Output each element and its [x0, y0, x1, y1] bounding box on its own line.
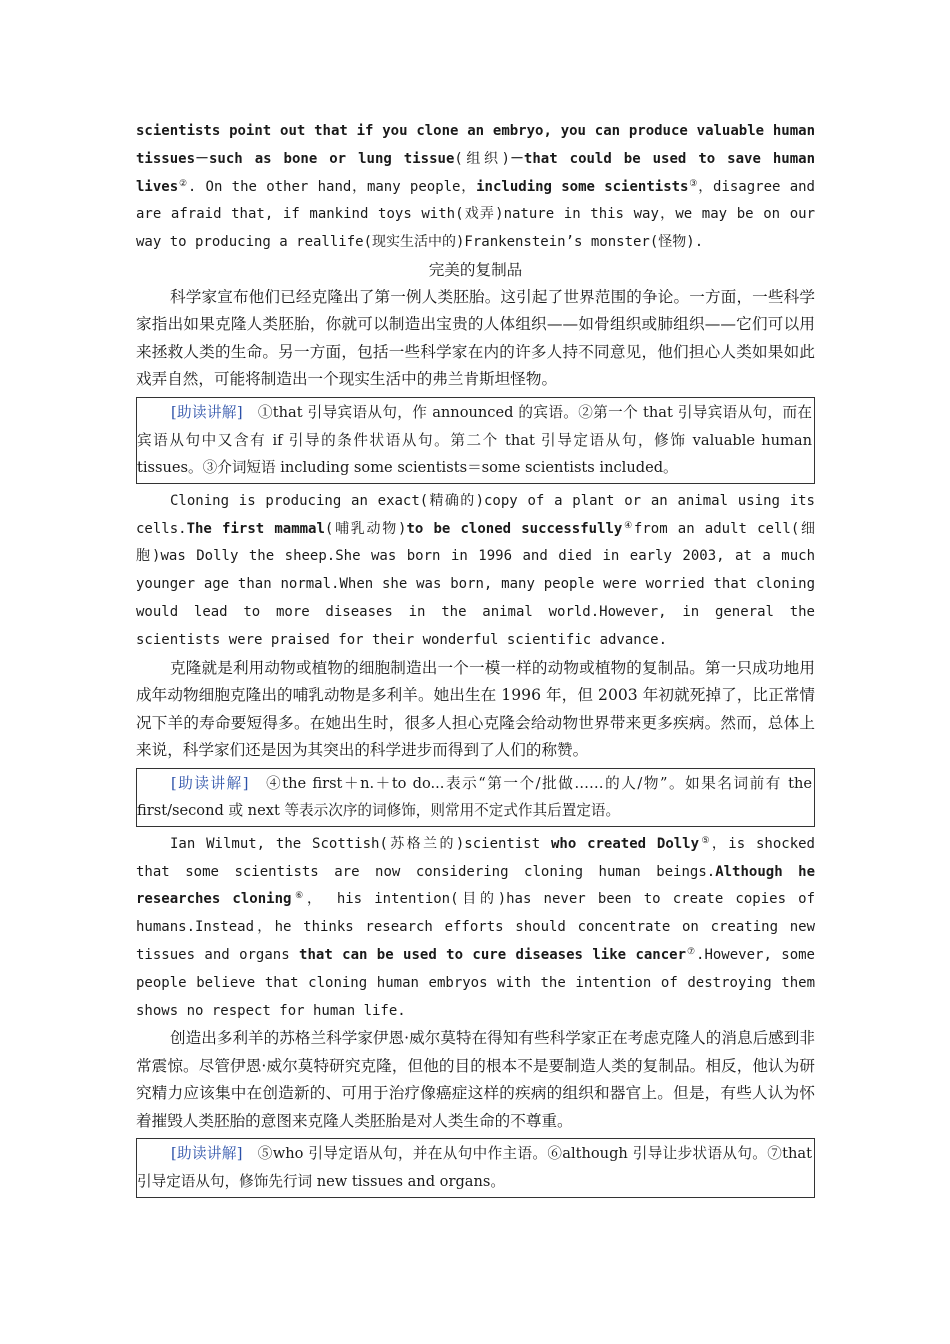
note-tag: [助读讲解] [171, 1145, 243, 1163]
highlighted-phrase: scientists point out that if you clone an embryo, you can produce valuable human tissues－such as bone or lung tissue [136, 123, 815, 167]
english-paragraph-2 [136, 488, 815, 655]
text-run: ，disagree and are afraid that, if mankind toys with(戏弄)nature in this way，we may be on our way to producing a reallife(现实生活中的)Frankenstein’s monster(怪物). [136, 178, 815, 251]
chinese-translation-1: 科学家宣布他们已经克隆出了第一例人类胚胎。这引起了世界范围的争论。一方面，一些科学家指出如果克隆人类胚胎，你就可以制造出宝贵的人体组织——如骨组织或肺组织——它们可以用来拯救人类的生命。另一方面，包括一些科学家在内的许多人持不同意见，他们担心人类如果如此戏弄自然，可能将制造出一个现实生活中的弗兰肯斯坦怪物。 [136, 287, 815, 389]
gloss: (组织) [454, 150, 510, 167]
section-heading: 完美的复制品 [428, 260, 523, 279]
note-text: ④the first＋n.＋to do...表示“第一个/批做……的人/物”。如果名词前有 the first/second 或 next 等表示次序的词修饰，则常用不定式作其后置定语。 [137, 774, 812, 820]
note-marker: ⑤ [699, 835, 712, 846]
highlighted-phrase: including some scientists [476, 178, 689, 195]
highlighted-phrase: that can be used to cure diseases like cancer [299, 946, 687, 963]
gloss: (哺乳动物) [324, 520, 407, 537]
text-run: Cloning is producing an exact(精确的)copy of a plant or an animal using its cells. [136, 492, 815, 537]
note-marker: ⑥ [291, 891, 307, 902]
note-text: ①that 引导宾语从句，作 announced 的宾语。②第一个 that 引导宾语从句，而在宾语从句中又含有 if 引导的条件状语从句。第二个 that 引导定语从句，修饰 valuable human tissues。③介词短语 including some scientists＝some scientists included。 [137, 403, 813, 477]
text-run: from an adult cell(细胞)was Dolly the sheep.She was born in 1996 and died in early 2003, at a much younger age than normal.When she was born, many people were worried that cloning would lead to more diseases in the animal world.However, in general the scientists were praised for their wonderful scientific advance. [136, 520, 815, 648]
text-run: Ian Wilmut, the Scottish(苏格兰的)scientist [170, 835, 551, 852]
note-marker: ⑦ [686, 946, 697, 957]
note-marker: ④ [622, 520, 634, 531]
reading-note-2 [136, 768, 815, 827]
text-run: . On the other hand，many people， [187, 178, 477, 195]
highlighted-phrase: －that could be used to save human lives [136, 150, 816, 195]
note-text: ⑤who 引导定语从句，并在从句中作主语。⑥although 引导让步状语从句。⑦that 引导定语从句，修饰先行词 new tissues and organs。 [137, 1145, 812, 1190]
highlighted-phrase: The first mammal [186, 520, 325, 537]
english-paragraph-1 [136, 118, 815, 257]
english-paragraph-3 [136, 831, 815, 1026]
note-marker: ③ [688, 178, 699, 189]
chinese-translation-2: 克隆就是利用动物或植物的细胞制造出一个一模一样的动物或植物的复制品。第一只成功地用成年动物细胞克隆出的哺乳动物是多利羊。她出生在 1996 年，但 2003 年初就死掉了，比正常情况下羊的寿命要短得多。在她出生时，很多人担心克隆会给动物世界带来更多疾病。然而，总体上来说，科学家们还是因为其突出的科学进步而得到了人们的称赞。 [136, 658, 815, 760]
reading-note-1 [136, 397, 815, 484]
note-tag: [助读讲解] [171, 774, 249, 792]
reading-note-3 [136, 1138, 815, 1197]
highlighted-phrase: who created Dolly [550, 835, 700, 852]
document-page [136, 118, 815, 1202]
note-marker: ② [178, 178, 188, 189]
note-tag: [助读讲解] [171, 403, 243, 421]
highlighted-phrase: to be cloned successfully [406, 520, 623, 537]
text-run: .However, some people believe that cloning human embryos with the intention of destroying them shows no respect for human life. [136, 946, 815, 1019]
text-run: ， his intention(目的)has never been to create copies of humans.Instead，he thinks research efforts should concentrate on creating new tissues and organs [136, 891, 816, 963]
highlighted-phrase: Although he researches cloning [136, 863, 815, 908]
text-run: ，is shocked that some scientists are now considering cloning human beings. [136, 835, 815, 880]
chinese-translation-3: 创造出多利羊的苏格兰科学家伊恩·威尔莫特在得知有些科学家正在考虑克隆人的消息后感到非常震惊。尽管伊恩·威尔莫特研究克隆，但他的目的根本不是要制造人类的复制品。相反，他认为研究精力应该集中在创造新的、可用于治疗像癌症这样的疾病的组织和器官上。但是，有些人认为怀着摧毁人类胚胎的意图来克隆人类胚胎是对人类生命的不尊重。 [136, 1029, 815, 1130]
